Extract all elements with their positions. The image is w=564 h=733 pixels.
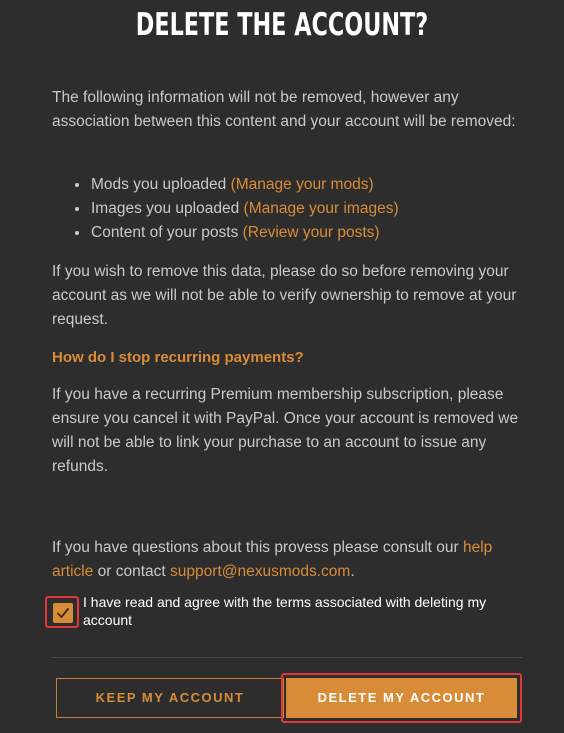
questions-prefix: If you have questions about this provess please consult our (52, 539, 463, 556)
list-item-text: Content of your posts (91, 224, 243, 241)
agree-checkbox[interactable] (53, 603, 73, 623)
dialog-title: DELETE THE ACCOUNT? (135, 7, 429, 43)
questions-suffix: . (350, 563, 355, 580)
support-email-link[interactable]: support@nexusmods.com (170, 563, 351, 580)
agree-terms-label[interactable]: I have read and agree with the terms associated with deleting my account (83, 594, 487, 628)
review-posts-link[interactable]: (Review your posts) (242, 224, 380, 241)
remove-data-note: If you wish to remove this data, please do so before removing your account as we will not be able to verify ownership to remove at your request. (52, 263, 517, 328)
questions-middle: or contact (93, 563, 171, 580)
questions-text (52, 536, 522, 584)
delete-button-highlight (281, 673, 522, 723)
list-item (90, 173, 399, 197)
delete-account-button[interactable]: DELETE MY ACCOUNT (286, 678, 517, 718)
list-item-text: Mods you uploaded (91, 176, 231, 193)
manage-mods-link[interactable]: (Manage your mods) (230, 176, 374, 193)
divider (52, 657, 522, 658)
intro-text: The following information will not be removed, however any association between this content and your account will be removed: (52, 89, 516, 130)
recurring-payments-question: How do I stop recurring payments? (52, 349, 304, 366)
recurring-payments-answer: If you have a recurring Premium membership subscription, please ensure you cancel it with PayPal. Once your account is removed we will not be able to link your purchase to an account to issue any refunds. (52, 386, 519, 475)
help-article-link[interactable]: help article (52, 539, 493, 580)
manage-images-link[interactable]: (Manage your images) (243, 200, 399, 217)
list-item (90, 197, 399, 221)
agree-terms-row (45, 590, 525, 630)
retained-content-list (66, 173, 399, 245)
agree-checkbox-highlight (45, 596, 79, 628)
list-item-text: Images you uploaded (91, 200, 244, 217)
check-icon (56, 606, 70, 620)
list-item (90, 221, 399, 245)
keep-account-button[interactable]: KEEP MY ACCOUNT (56, 678, 284, 718)
